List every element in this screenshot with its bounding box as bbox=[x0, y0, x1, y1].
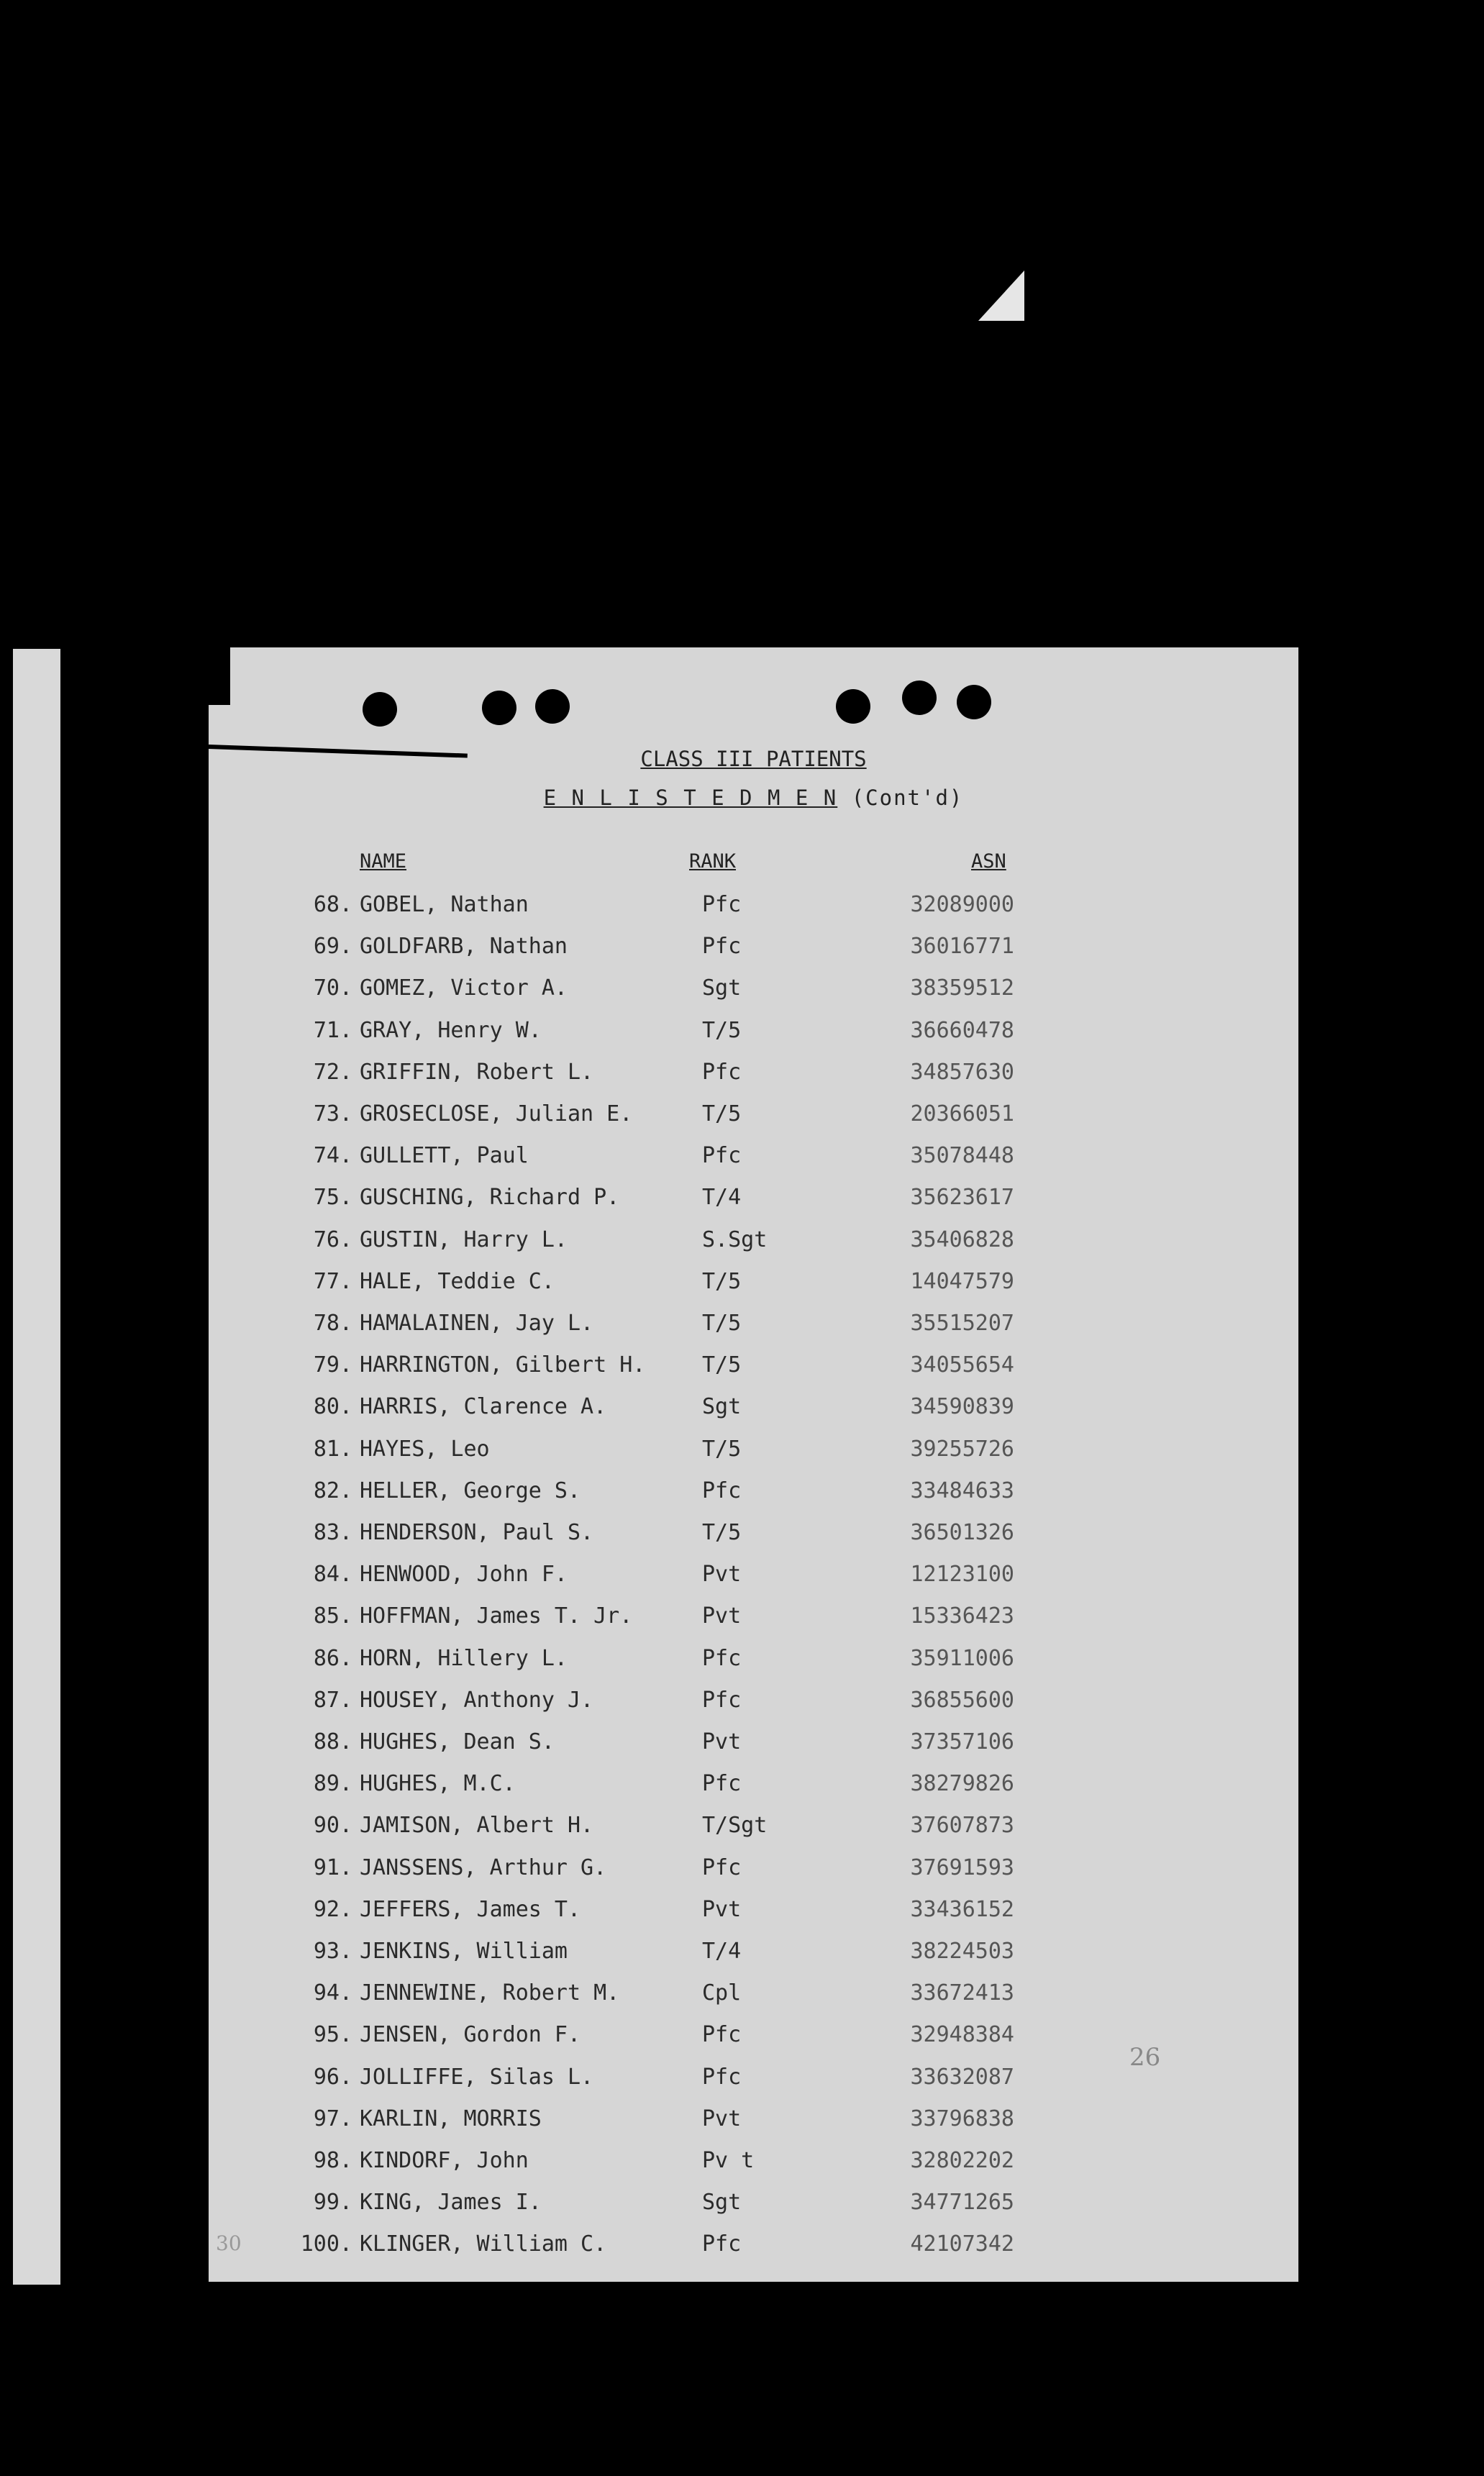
patient-name: HARRIS, Clarence A. bbox=[360, 1394, 607, 1420]
row-number: 92. bbox=[313, 1896, 352, 1922]
document-page bbox=[209, 647, 1298, 2282]
row-number: 83. bbox=[313, 1520, 352, 1545]
row-number: 78. bbox=[313, 1311, 352, 1336]
row-number: 84. bbox=[313, 1562, 352, 1588]
patient-name: HELLER, George S. bbox=[360, 1478, 581, 1503]
row-number: 81. bbox=[313, 1436, 352, 1462]
rank-cell: Cpl bbox=[702, 1980, 742, 2006]
asn-cell: 32089000 bbox=[910, 892, 1014, 917]
table-row bbox=[209, 1855, 1216, 1897]
table-row bbox=[209, 1269, 1216, 1311]
row-number: 72. bbox=[313, 1059, 352, 1085]
row-number: 99. bbox=[313, 2190, 352, 2216]
patient-name: JENNEWINE, Robert M. bbox=[360, 1980, 620, 2006]
asn-cell: 42107342 bbox=[910, 2231, 1014, 2257]
rank-cell: T/5 bbox=[702, 1436, 742, 1462]
table-row bbox=[209, 2148, 1216, 2190]
rank-cell: Pvt bbox=[702, 1896, 742, 1922]
punch-hole bbox=[363, 692, 397, 727]
patient-name: HUGHES, Dean S. bbox=[360, 1729, 555, 1754]
document-subtitle bbox=[209, 786, 1298, 810]
column-header-rank: RANK bbox=[689, 850, 737, 873]
row-number: 93. bbox=[313, 1939, 352, 1964]
row-number: 80. bbox=[313, 1394, 352, 1420]
patient-name: HENWOOD, John F. bbox=[360, 1562, 568, 1588]
patient-name: GRIFFIN, Robert L. bbox=[360, 1059, 594, 1085]
row-number: 88. bbox=[313, 1729, 352, 1754]
asn-cell: 35623617 bbox=[910, 1185, 1014, 1211]
subtitle-text: E N L I S T E D M E N bbox=[543, 786, 838, 810]
row-number: 82. bbox=[313, 1478, 352, 1503]
patient-name: GOMEZ, Victor A. bbox=[360, 975, 568, 1001]
row-number: 79. bbox=[313, 1352, 352, 1378]
table-row bbox=[209, 2065, 1216, 2106]
rank-cell: Pvt bbox=[702, 1603, 742, 1629]
row-number: 75. bbox=[313, 1185, 352, 1211]
row-number: 97. bbox=[313, 2106, 352, 2131]
asn-cell: 15336423 bbox=[910, 1603, 1014, 1629]
patient-name: GUSTIN, Harry L. bbox=[360, 1226, 568, 1252]
patient-name: HALE, Teddie C. bbox=[360, 1268, 555, 1294]
rank-cell: Sgt bbox=[702, 1394, 742, 1420]
patient-name: KING, James I. bbox=[360, 2190, 542, 2216]
torn-corner bbox=[209, 647, 230, 705]
rank-cell: T/5 bbox=[702, 1520, 742, 1545]
patient-name: KLINGER, William C. bbox=[360, 2231, 607, 2257]
film-edge-strip bbox=[13, 649, 60, 2285]
asn-cell: 35515207 bbox=[910, 1311, 1014, 1336]
rank-cell: Pv t bbox=[702, 2148, 755, 2173]
rank-cell: Pfc bbox=[702, 1854, 742, 1880]
rank-cell: Pfc bbox=[702, 2064, 742, 2090]
rank-cell: Sgt bbox=[702, 2190, 742, 2216]
rank-cell: Pfc bbox=[702, 2022, 742, 2048]
paper-scrap bbox=[978, 270, 1024, 321]
table-row bbox=[209, 2190, 1216, 2231]
table-row bbox=[209, 1980, 1216, 2022]
asn-cell: 33796838 bbox=[910, 2106, 1014, 2131]
asn-cell: 34055654 bbox=[910, 1352, 1014, 1378]
row-number: 71. bbox=[313, 1017, 352, 1043]
asn-cell: 35406828 bbox=[910, 1226, 1014, 1252]
patient-name: GUSCHING, Richard P. bbox=[360, 1185, 620, 1211]
asn-cell: 37357106 bbox=[910, 1729, 1014, 1754]
asn-cell: 39255726 bbox=[910, 1436, 1014, 1462]
table-row bbox=[209, 1227, 1216, 1269]
patient-name: HARRINGTON, Gilbert H. bbox=[360, 1352, 646, 1378]
rank-cell: T/Sgt bbox=[702, 1813, 768, 1839]
asn-cell: 36660478 bbox=[910, 1017, 1014, 1043]
table-row bbox=[209, 1437, 1216, 1478]
table-row bbox=[209, 1394, 1216, 1436]
table-row bbox=[209, 1688, 1216, 1729]
table-row bbox=[209, 1101, 1216, 1143]
title-text: CLASS III PATIENTS bbox=[640, 747, 867, 771]
patient-name: JENKINS, William bbox=[360, 1939, 568, 1964]
rank-cell: Pfc bbox=[702, 934, 742, 960]
rank-cell: T/4 bbox=[702, 1939, 742, 1964]
table-row bbox=[209, 1060, 1216, 1101]
rank-cell: Pfc bbox=[702, 1687, 742, 1713]
asn-cell: 37607873 bbox=[910, 1813, 1014, 1839]
table-row bbox=[209, 1729, 1216, 1771]
row-number: 87. bbox=[313, 1687, 352, 1713]
patient-name: GROSECLOSE, Julian E. bbox=[360, 1101, 633, 1127]
patient-name: KARLIN, MORRIS bbox=[360, 2106, 542, 2131]
rank-cell: Pfc bbox=[702, 892, 742, 917]
asn-cell: 33484633 bbox=[910, 1478, 1014, 1503]
table-row bbox=[209, 1520, 1216, 1562]
asn-cell: 14047579 bbox=[910, 1268, 1014, 1294]
asn-cell: 33436152 bbox=[910, 1896, 1014, 1922]
rank-cell: Pfc bbox=[702, 1645, 742, 1671]
table-row bbox=[209, 1311, 1216, 1352]
rank-cell: T/5 bbox=[702, 1352, 742, 1378]
table-row bbox=[209, 892, 1216, 934]
table-row bbox=[209, 1813, 1216, 1854]
patient-name: HOUSEY, Anthony J. bbox=[360, 1687, 594, 1713]
rank-cell: T/5 bbox=[702, 1017, 742, 1043]
row-number: 70. bbox=[313, 975, 352, 1001]
punch-hole bbox=[836, 689, 870, 724]
row-number: 69. bbox=[313, 934, 352, 960]
asn-cell: 38279826 bbox=[910, 1771, 1014, 1797]
row-number: 95. bbox=[313, 2022, 352, 2048]
column-header-name: NAME bbox=[360, 850, 407, 873]
row-number: 94. bbox=[313, 1980, 352, 2006]
patient-name: JENSEN, Gordon F. bbox=[360, 2022, 581, 2048]
table-row bbox=[209, 1018, 1216, 1060]
rank-cell: T/5 bbox=[702, 1101, 742, 1127]
asn-cell: 32948384 bbox=[910, 2022, 1014, 2048]
patient-name: HOFFMAN, James T. Jr. bbox=[360, 1603, 633, 1629]
asn-cell: 33632087 bbox=[910, 2064, 1014, 2090]
table-row bbox=[209, 2231, 1216, 2273]
asn-cell: 33672413 bbox=[910, 1980, 1014, 2006]
table-row bbox=[209, 2106, 1216, 2148]
rank-cell: Sgt bbox=[702, 975, 742, 1001]
table-row bbox=[209, 934, 1216, 975]
table-row bbox=[209, 1646, 1216, 1688]
table-row bbox=[209, 975, 1216, 1017]
asn-cell: 38224503 bbox=[910, 1939, 1014, 1964]
rank-cell: T/5 bbox=[702, 1311, 742, 1336]
row-number: 98. bbox=[313, 2148, 352, 2173]
rank-cell: Pfc bbox=[702, 1771, 742, 1797]
table-row bbox=[209, 1562, 1216, 1603]
row-number: 85. bbox=[313, 1603, 352, 1629]
rank-cell: T/4 bbox=[702, 1185, 742, 1211]
rank-cell: Pfc bbox=[702, 1143, 742, 1169]
rank-cell: Pfc bbox=[702, 2231, 742, 2257]
patient-name: HAMALAINEN, Jay L. bbox=[360, 1311, 594, 1336]
punch-hole bbox=[535, 689, 570, 724]
asn-cell: 36016771 bbox=[910, 934, 1014, 960]
patient-name: GOBEL, Nathan bbox=[360, 892, 529, 917]
table-row bbox=[209, 1771, 1216, 1813]
table-row bbox=[209, 1143, 1216, 1185]
row-number: 90. bbox=[313, 1813, 352, 1839]
table-row bbox=[209, 1478, 1216, 1520]
row-number: 74. bbox=[313, 1143, 352, 1169]
table-row bbox=[209, 1185, 1216, 1226]
asn-cell: 36501326 bbox=[910, 1520, 1014, 1545]
patient-name: HAYES, Leo bbox=[360, 1436, 490, 1462]
row-number: 96. bbox=[313, 2064, 352, 2090]
asn-cell: 20366051 bbox=[910, 1101, 1014, 1127]
patient-name: JOLLIFFE, Silas L. bbox=[360, 2064, 594, 2090]
asn-cell: 32802202 bbox=[910, 2148, 1014, 2173]
row-number: 86. bbox=[313, 1645, 352, 1671]
asn-cell: 37691593 bbox=[910, 1854, 1014, 1880]
rank-cell: Pvt bbox=[702, 1562, 742, 1588]
row-number: 100. bbox=[300, 2231, 352, 2257]
patient-name: KINDORF, John bbox=[360, 2148, 529, 2173]
patient-name: JAMISON, Albert H. bbox=[360, 1813, 594, 1839]
asn-cell: 36855600 bbox=[910, 1687, 1014, 1713]
asn-cell: 35911006 bbox=[910, 1645, 1014, 1671]
rank-cell: Pfc bbox=[702, 1059, 742, 1085]
punch-hole bbox=[902, 681, 937, 715]
row-number: 73. bbox=[313, 1101, 352, 1127]
asn-cell: 38359512 bbox=[910, 975, 1014, 1001]
asn-cell: 34771265 bbox=[910, 2190, 1014, 2216]
patient-name: GRAY, Henry W. bbox=[360, 1017, 542, 1043]
row-number: 76. bbox=[313, 1226, 352, 1252]
row-number: 89. bbox=[313, 1771, 352, 1797]
rank-cell: Pfc bbox=[702, 1478, 742, 1503]
row-number: 91. bbox=[313, 1854, 352, 1880]
patient-name: GULLETT, Paul bbox=[360, 1143, 529, 1169]
punch-hole bbox=[482, 691, 516, 725]
row-number: 68. bbox=[313, 892, 352, 917]
table-row bbox=[209, 1939, 1216, 1980]
table-row bbox=[209, 1352, 1216, 1394]
page-number: 26 bbox=[1129, 2043, 1161, 2072]
table-row bbox=[209, 1897, 1216, 1939]
patient-name: HENDERSON, Paul S. bbox=[360, 1520, 594, 1545]
table-row bbox=[209, 2022, 1216, 2064]
patient-name: HUGHES, M.C. bbox=[360, 1771, 516, 1797]
patient-name: HORN, Hillery L. bbox=[360, 1645, 568, 1671]
asn-cell: 34590839 bbox=[910, 1394, 1014, 1420]
punch-hole bbox=[957, 685, 991, 719]
table-row bbox=[209, 1603, 1216, 1645]
document-title bbox=[209, 747, 1298, 771]
patient-name: JANSSENS, Arthur G. bbox=[360, 1854, 607, 1880]
asn-cell: 34857630 bbox=[910, 1059, 1014, 1085]
subtitle-suffix: (Cont'd) bbox=[851, 786, 964, 810]
row-number: 77. bbox=[313, 1268, 352, 1294]
rank-cell: S.Sgt bbox=[702, 1226, 768, 1252]
rank-cell: Pvt bbox=[702, 1729, 742, 1754]
patient-name: JEFFERS, James T. bbox=[360, 1896, 581, 1922]
asn-cell: 12123100 bbox=[910, 1562, 1014, 1588]
patient-name: GOLDFARB, Nathan bbox=[360, 934, 568, 960]
margin-mark: 30 bbox=[216, 2231, 242, 2255]
column-header-asn: ASN bbox=[971, 850, 1006, 873]
asn-cell: 35078448 bbox=[910, 1143, 1014, 1169]
rank-cell: T/5 bbox=[702, 1268, 742, 1294]
rank-cell: Pvt bbox=[702, 2106, 742, 2131]
